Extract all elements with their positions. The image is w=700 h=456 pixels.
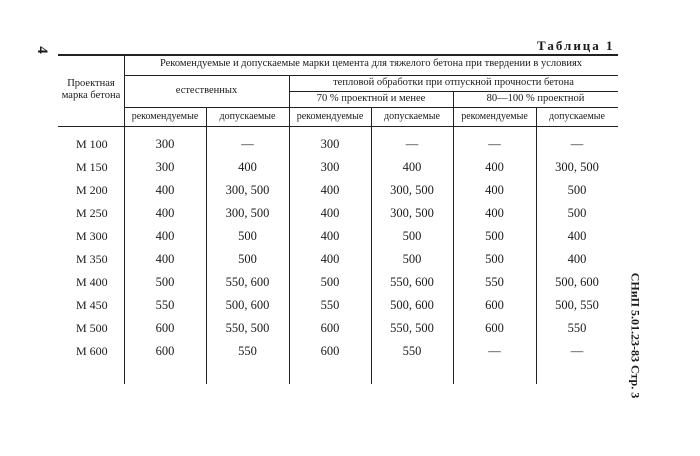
cell-natural-recommended: 300 [155, 137, 175, 152]
cell-70-allowed: 550 [402, 344, 422, 359]
cell-natural-allowed: 550, 500 [225, 321, 270, 336]
row-grade: М 100 [76, 136, 108, 151]
cell-80-100-allowed: 300, 500 [555, 160, 599, 175]
cement-grade-table [58, 54, 618, 388]
cell-70-recommended: 600 [320, 321, 340, 336]
header-allowed-1: допускаемые [219, 110, 276, 122]
cell-80-100-allowed: 500 [567, 183, 587, 198]
cell-70-recommended: 400 [320, 206, 340, 221]
cell-80-100-recommended: 600 [485, 321, 504, 336]
cell-70-recommended: 500 [320, 275, 340, 290]
cell-natural-allowed: 400 [238, 160, 257, 175]
row-grade: М 350 [76, 251, 108, 266]
header-allowed-3: допускаемые [549, 110, 605, 122]
cell-70-allowed: 500, 600 [390, 298, 434, 313]
header-recommended-2: рекомендуемые [296, 110, 364, 122]
header-top-caption: Рекомендуемые и допускаемые марки цемента для тяжелого бетона при твердении в условиях [159, 58, 583, 70]
cell-80-100-allowed: — [570, 344, 584, 359]
cell-natural-recommended: 500 [155, 275, 175, 290]
cell-70-allowed: 550, 600 [390, 275, 434, 290]
header-recommended-1: рекомендуемые [131, 110, 199, 122]
cell-natural-allowed: 300, 500 [225, 206, 270, 221]
cell-natural-recommended: 400 [155, 206, 175, 221]
row-grade: М 450 [76, 297, 108, 312]
cell-80-100-recommended: 400 [485, 206, 504, 221]
cell-natural-allowed: 500 [238, 229, 257, 244]
cell-70-allowed: 500 [402, 229, 422, 244]
cell-70-recommended: 550 [320, 298, 340, 313]
cell-80-100-allowed: — [570, 137, 584, 152]
cell-70-recommended: 400 [320, 252, 340, 267]
cell-natural-recommended: 600 [155, 321, 175, 336]
row-grade: М 500 [76, 320, 108, 335]
header-range-70: 70 % проектной и менее [316, 92, 426, 104]
cell-80-100-allowed: 500 [567, 206, 587, 221]
row-grade: М 150 [76, 159, 108, 174]
row-grade: М 300 [76, 228, 108, 243]
cell-80-100-recommended: 600 [485, 298, 504, 313]
cell-70-allowed: 550, 500 [390, 321, 434, 336]
header-bottom-rule [58, 126, 618, 127]
cell-natural-recommended: 400 [155, 183, 175, 198]
header-natural: естественных [175, 84, 238, 96]
cell-natural-allowed: 550, 600 [225, 275, 270, 290]
row-grade: М 600 [76, 343, 108, 358]
row-grade: М 200 [76, 182, 108, 197]
cell-natural-recommended: 400 [155, 229, 175, 244]
cell-natural-allowed: 300, 500 [225, 183, 270, 198]
cell-natural-allowed: 550 [238, 344, 257, 359]
cell-natural-recommended: 600 [155, 344, 175, 359]
table-title: Таблица 1 [537, 38, 615, 53]
cell-natural-allowed: 500, 600 [225, 298, 270, 313]
row-grade: М 250 [76, 205, 108, 220]
cell-80-100-recommended: 400 [485, 183, 504, 198]
header-allowed-2: допускаемые [384, 110, 440, 122]
cell-natural-allowed: — [241, 137, 254, 152]
cell-70-recommended: 300 [320, 160, 340, 175]
cell-70-recommended: 300 [320, 137, 340, 152]
header-range-80-100: 80—100 % проектной [486, 92, 585, 104]
cell-80-100-recommended: 500 [485, 252, 504, 267]
cell-70-recommended: 400 [320, 229, 340, 244]
cell-80-100-recommended: 500 [485, 229, 504, 244]
cell-natural-recommended: 550 [155, 298, 175, 313]
header-heat-treatment: тепловой обработки при отпускной прочности бетона [333, 76, 574, 88]
cell-70-allowed: 400 [402, 160, 422, 175]
page-number: 4 [33, 46, 50, 55]
cell-80-100-allowed: 500, 600 [555, 275, 599, 290]
cell-80-100-recommended: — [488, 137, 501, 152]
cell-80-100-allowed: 400 [567, 229, 587, 244]
cell-70-recommended: 400 [320, 183, 340, 198]
cell-70-allowed: 300, 500 [390, 206, 434, 221]
cell-natural-allowed: 500 [238, 252, 257, 267]
cell-80-100-recommended: 550 [485, 275, 504, 290]
cell-80-100-recommended: 400 [485, 160, 504, 175]
cell-natural-recommended: 300 [155, 160, 175, 175]
header-recommended-3: рекомендуемые [461, 110, 528, 122]
header-first-column: Проектная марка бетона [61, 77, 121, 101]
cell-80-100-allowed: 500, 550 [555, 298, 599, 313]
cell-80-100-recommended: — [488, 344, 501, 359]
cell-70-recommended: 600 [320, 344, 340, 359]
document-reference: СНиП 5.01.23-83 Стр. 3 [628, 272, 643, 399]
row-grade: М 400 [76, 274, 108, 289]
cell-natural-recommended: 400 [155, 252, 175, 267]
cell-80-100-allowed: 400 [567, 252, 587, 267]
cell-70-allowed: — [405, 137, 419, 152]
cell-70-allowed: 500 [402, 252, 422, 267]
cell-70-allowed: 300, 500 [390, 183, 434, 198]
cell-80-100-allowed: 550 [567, 321, 587, 336]
